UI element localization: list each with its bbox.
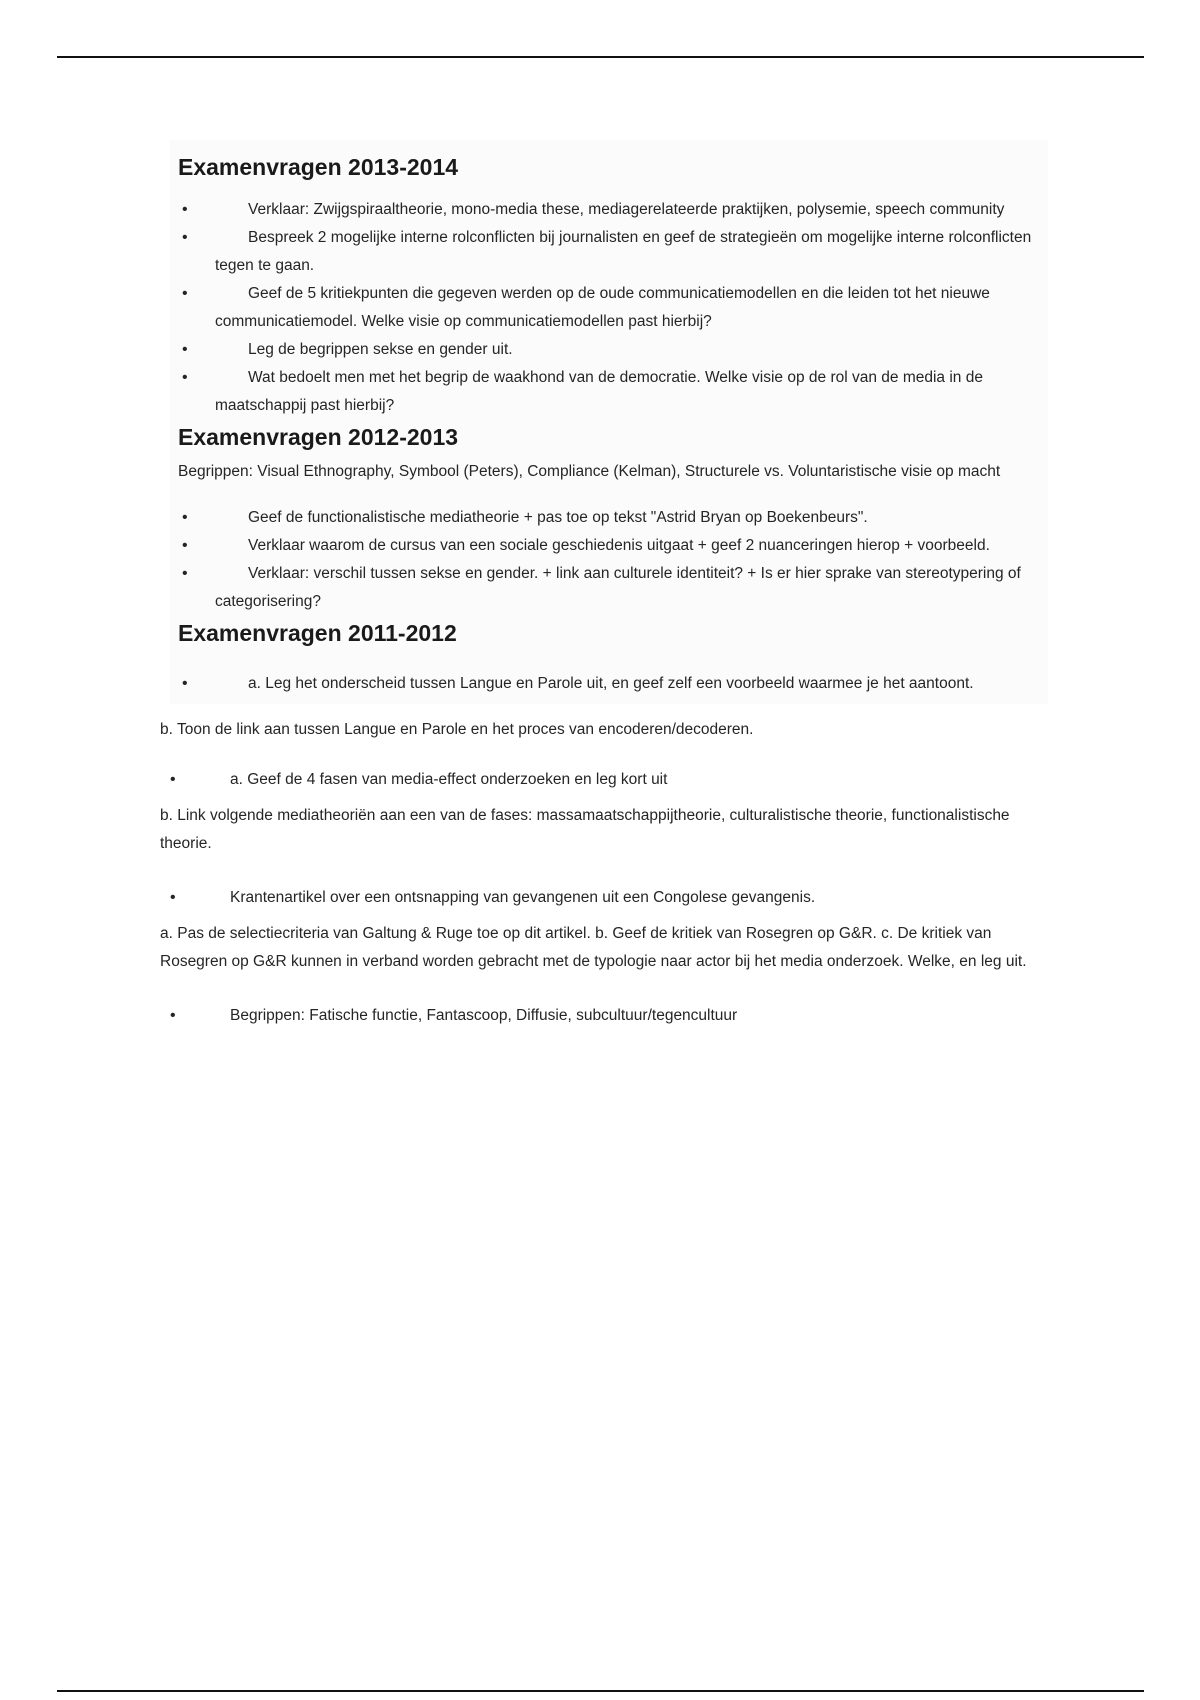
question-list <box>178 670 1048 698</box>
bullet-icon: • <box>182 285 188 302</box>
section-2012-2013 <box>170 420 1048 616</box>
question-list <box>178 504 1048 616</box>
question-2b: b. Link volgende mediatheoriën aan een van de fases: massamaatschappijtheorie, culturalistische theorie, functionalistische theorie. <box>160 807 1010 852</box>
bullet-icon: • <box>182 201 188 218</box>
section-heading: Examenvragen 2011-2012 <box>178 620 457 646</box>
section-2013-2014 <box>170 140 1048 420</box>
question-2a: • a. Geef de 4 fasen van media-effect onderzoeken en leg kort uit <box>160 766 1060 794</box>
bullet-icon: • <box>170 771 176 788</box>
bullet-icon: • <box>170 889 176 906</box>
bullet-icon: • <box>182 341 188 358</box>
list-item: • Wat bedoelt men met het begrip de waakhond van de democratie. Welke visie op de rol van de media in de maatschappij past hierbij? <box>178 364 1048 420</box>
bottom-rule <box>57 1690 1144 1692</box>
question-3: • Krantenartikel over een ontsnapping van gevangenen uit een Congolese gevangenis. <box>160 884 1060 912</box>
list-item: • Verklaar: verschil tussen sekse en gender. + link aan culturele identiteit? + Is er hier sprake van stereotypering of categorisering? <box>178 560 1048 616</box>
bullet-icon: • <box>182 369 188 386</box>
list-item: • Bespreek 2 mogelijke interne rolconflicten bij journalisten en geef de strategieën om mogelijke interne rolconflicten tegen te gaan. <box>178 224 1048 280</box>
question-3-parts: a. Pas de selectiecriteria van Galtung & Ruge toe op dit artikel. b. Geef de kritiek van Rosegren op G&R. c. De kritiek van Rosegren op G&R kunnen in verband worden gebracht met de typologie naar actor bij het media onderzoek. Welke, en leg uit. <box>160 925 1027 970</box>
bullet-icon: • <box>182 537 188 554</box>
bullet-icon: • <box>182 509 188 526</box>
section-heading: Examenvragen 2013-2014 <box>178 154 459 180</box>
intro-paragraph: Begrippen: Visual Ethnography, Symbool (Peters), Compliance (Kelman), Structurele vs. Voluntaristische visie op macht <box>178 463 1001 480</box>
bullet-icon: • <box>182 565 188 582</box>
list-item: • Geef de 5 kritiekpunten die gegeven werden op de oude communicatiemodellen en die leiden tot het nieuwe communicatiemodel. Welke visie op communicatiemodellen past hierbij? <box>178 280 1048 336</box>
section-heading: Examenvragen 2012-2013 <box>178 424 459 450</box>
bullet-icon: • <box>170 1007 176 1024</box>
list-item: • Verklaar waarom de cursus van een sociale geschiedenis uitgaat + geef 2 nuanceringen hierop + voorbeeld. <box>178 532 1048 560</box>
bullet-icon: • <box>182 675 188 692</box>
top-rule <box>57 56 1144 58</box>
list-item: • Geef de functionalistische mediatheorie + pas toe op tekst "Astrid Bryan op Boekenbeurs". <box>178 504 1048 532</box>
question-list <box>178 196 1048 420</box>
question-4: • Begrippen: Fatische functie, Fantascoop, Diffusie, subcultuur/tegencultuur <box>160 1002 1060 1030</box>
document-content <box>160 140 1060 1030</box>
list-item: • Leg de begrippen sekse en gender uit. <box>178 336 1048 364</box>
bullet-icon: • <box>182 229 188 246</box>
list-item: • a. Leg het onderscheid tussen Langue en Parole uit, en geef zelf een voorbeeld waarmee je het aantoont. <box>178 670 1048 698</box>
list-item: • Verklaar: Zwijgspiraaltheorie, mono-media these, mediagerelateerde praktijken, polysemie, speech community <box>178 196 1048 224</box>
question-1b: b. Toon de link aan tussen Langue en Parole en het proces van encoderen/decoderen. <box>160 721 754 738</box>
section-2011-2012 <box>170 616 1048 704</box>
